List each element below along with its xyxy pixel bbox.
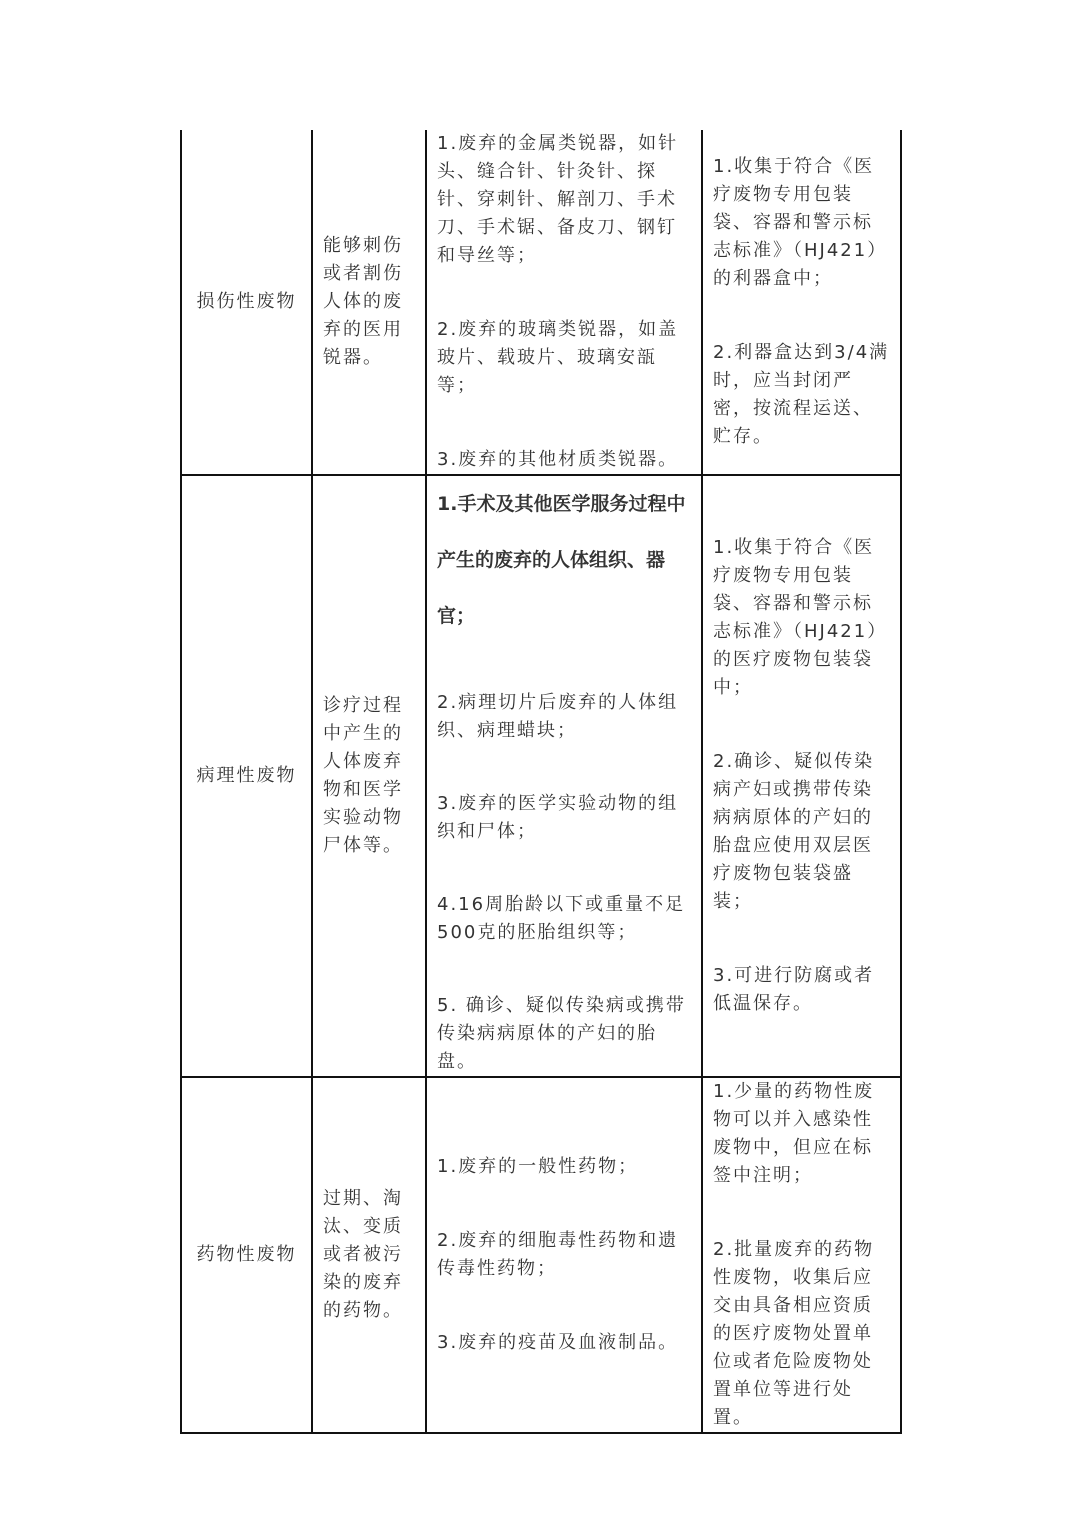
method-cell: [702, 130, 901, 475]
category-label: 病理性废物: [196, 765, 297, 786]
method-item: 2.批量废弃的药物性废物，收集后应交由具备相应资质的医疗废物处置单位或者危险废物处置单位等进行处置。: [713, 1239, 875, 1428]
method-item: 1.收集于符合《医疗废物专用包装袋、容器和警示标志标准》（HJ421）的医疗废物包装袋中；: [713, 537, 888, 698]
table-row-sharp-waste: [181, 130, 901, 475]
method-cell: [702, 1077, 901, 1433]
content-cell: [426, 130, 702, 475]
category-label: 药物性废物: [196, 1244, 297, 1265]
category-label: 损伤性废物: [196, 291, 297, 312]
content-item: 3.废弃的其他材质类锐器。: [437, 449, 679, 470]
medical-waste-table: [180, 130, 902, 1434]
content-item: 4.16周胎龄以下或重量不足500克的胚胎组织等；: [437, 894, 686, 943]
category-cell: [181, 475, 312, 1077]
method-item: 1.收集于符合《医疗废物专用包装袋、容器和警示标志标准》（HJ421）的利器盒中；: [713, 156, 888, 289]
method-item: 3.可进行防腐或者低温保存。: [713, 965, 875, 1014]
feature-text: 诊疗过程中产生的人体废弃物和医学实验动物尸体等。: [323, 695, 403, 856]
category-cell: [181, 130, 312, 475]
method-item: 1.少量的药物性废物可以并入感染性废物中，但应在标签中注明；: [713, 1081, 875, 1186]
content-item: 2.废弃的玻璃类锐器，如盖玻片、载玻片、玻璃安瓿等；: [437, 319, 679, 396]
content-item: 1.废弃的一般性药物；: [437, 1156, 639, 1177]
content-item: 1.废弃的金属类锐器，如针头、缝合针、针灸针、探针、穿刺针、解剖刀、手术刀、手术锯、备皮刀、钢钉和导丝等；: [437, 133, 679, 266]
method-cell: [702, 475, 901, 1077]
content-item: 3.废弃的疫苗及血液制品。: [437, 1332, 679, 1353]
category-cell: [181, 1077, 312, 1433]
feature-cell: [312, 1077, 426, 1433]
content-item: 2.废弃的细胞毒性药物和遗传毒性药物；: [437, 1230, 679, 1279]
table-row-pathological-waste: [181, 475, 901, 1077]
table-row-pharmaceutical-waste: [181, 1077, 901, 1433]
feature-cell: [312, 130, 426, 475]
method-item: 2.确诊、疑似传染病产妇或携带传染病病原体的产妇的胎盘应使用双层医疗废物包装袋盛装；: [713, 751, 875, 912]
content-item: 1.手术及其他医学服务过程中产生的废弃的人体组织、器官；: [437, 493, 686, 627]
content-item: 2.病理切片后废弃的人体组织、病理蜡块；: [437, 692, 679, 741]
method-item: 2.利器盒达到3/4满时，应当封闭严密，按流程运送、贮存。: [713, 342, 890, 447]
content-item: 5. 确诊、疑似传染病或携带传染病病原体的产妇的胎盘。: [437, 995, 686, 1072]
feature-text: 能够刺伤或者割伤人体的废弃的医用锐器。: [323, 235, 403, 368]
content-item: 3.废弃的医学实验动物的组织和尸体；: [437, 793, 679, 842]
feature-cell: [312, 475, 426, 1077]
content-cell: [426, 1077, 702, 1433]
feature-text: 过期、淘汰、变质或者被污染的废弃的药物。: [323, 1188, 403, 1321]
content-cell: [426, 475, 702, 1077]
